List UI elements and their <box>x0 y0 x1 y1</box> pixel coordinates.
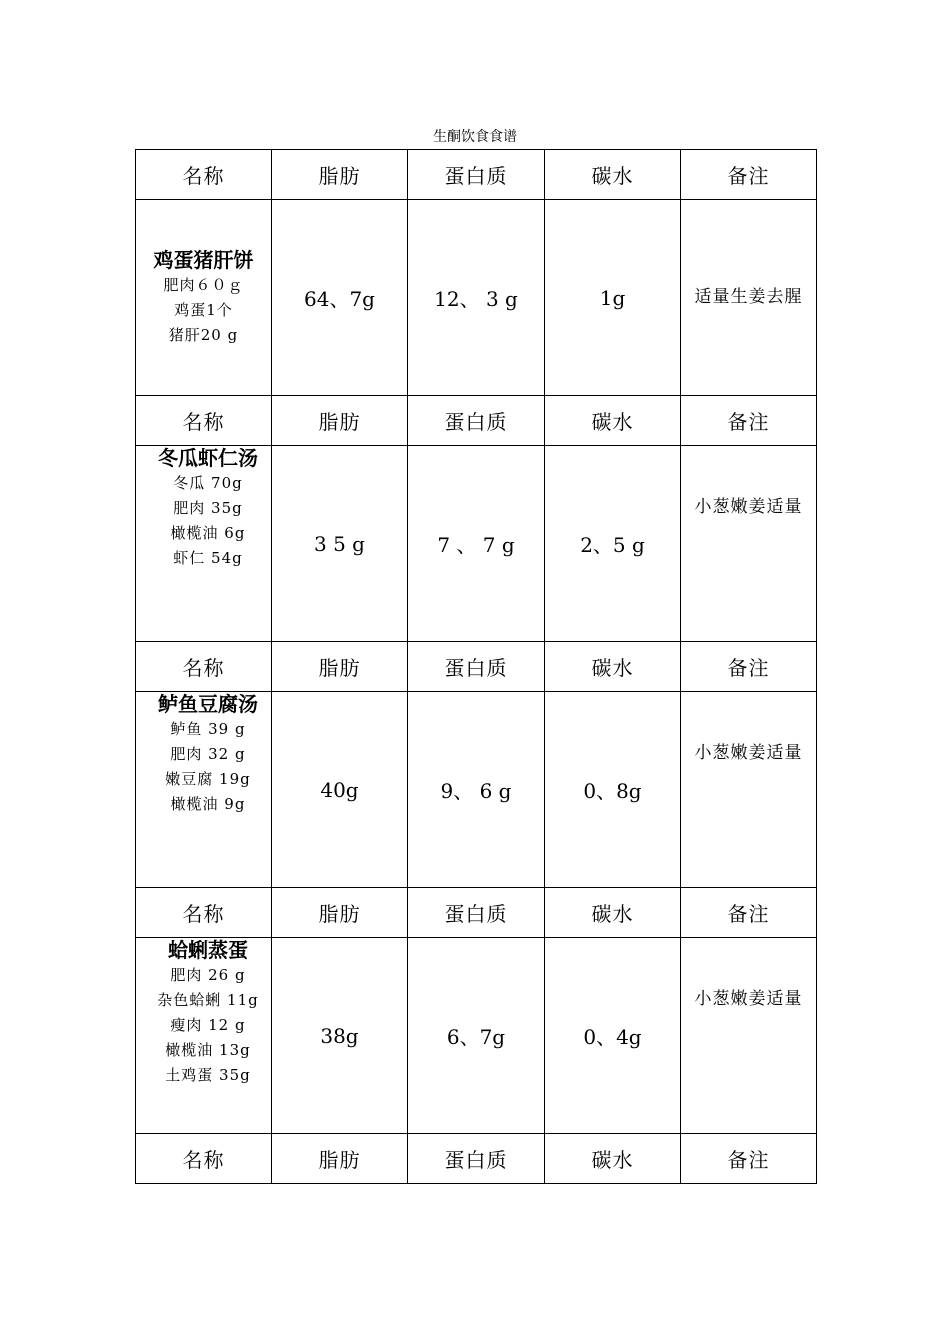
ingredient: 土鸡蛋 35g <box>165 1066 251 1084</box>
header-protein: 蛋白质 <box>408 396 545 446</box>
header-protein: 蛋白质 <box>408 1134 545 1184</box>
header-carbs: 碳水 <box>545 888 681 938</box>
ingredient: 冬瓜 70g <box>173 474 243 492</box>
ingredient: 瘦肉 12 g <box>170 1016 246 1034</box>
ingredient: 肥肉６０ｇ <box>163 275 244 294</box>
ingredient: 嫩豆腐 19g <box>165 770 251 788</box>
ingredient: 杂色蛤蜊 11g <box>157 991 259 1009</box>
ingredient: 橄榄油 6g <box>170 524 246 542</box>
fat-value: 38g <box>272 938 408 1134</box>
header-carbs: 碳水 <box>545 642 681 692</box>
header-name: 名称 <box>136 642 272 692</box>
header-note: 备注 <box>681 888 817 938</box>
header-note: 备注 <box>681 1134 817 1184</box>
dish-name: 蛤蜊蒸蛋 <box>168 938 248 962</box>
header-note: 备注 <box>681 642 817 692</box>
ingredient: 鸡蛋1个 <box>174 300 233 319</box>
dish-name: 鸡蛋猪肝饼 <box>153 247 254 272</box>
dish-name: 鲈鱼豆腐汤 <box>158 692 258 716</box>
page-title: 生酮饮食食谱 <box>433 129 517 145</box>
ingredient: 肥肉 26 g <box>170 966 246 984</box>
header-fat: 脂肪 <box>272 888 408 938</box>
ingredient: 鲈鱼 39 g <box>170 720 246 738</box>
protein-value: 6、7g <box>408 938 545 1134</box>
recipe-row <box>136 446 817 642</box>
dish-name: 冬瓜虾仁汤 <box>158 446 258 470</box>
carbs-value: 0、8g <box>545 692 681 888</box>
note-text: 小葱嫩姜适量 <box>694 989 803 1009</box>
header-name: 名称 <box>136 150 272 200</box>
note-cell <box>681 200 817 396</box>
header-protein: 蛋白质 <box>408 888 545 938</box>
fat-value: 64、7g <box>272 200 408 396</box>
note-text: 小葱嫩姜适量 <box>694 497 803 517</box>
header-row <box>136 888 817 938</box>
ingredient: 虾仁 54g <box>173 549 243 567</box>
header-fat: 脂肪 <box>272 396 408 446</box>
header-row <box>136 1134 817 1184</box>
note-cell <box>681 446 817 642</box>
header-fat: 脂肪 <box>272 1134 408 1184</box>
ingredient: 肥肉 35g <box>173 499 243 517</box>
header-protein: 蛋白质 <box>408 150 545 200</box>
fat-value: 40g <box>272 692 408 888</box>
note-cell <box>681 938 817 1134</box>
recipe-name-cell <box>136 446 272 642</box>
header-row <box>136 396 817 446</box>
fat-value: 3 5 g <box>272 446 408 642</box>
header-name: 名称 <box>136 888 272 938</box>
header-carbs: 碳水 <box>545 150 681 200</box>
recipe-name-cell <box>136 938 272 1134</box>
ingredient: 橄榄油 13g <box>165 1041 251 1059</box>
ingredient: 猪肝20 g <box>168 325 239 344</box>
protein-value: 12、 3 g <box>408 200 545 396</box>
protein-value: 7 、 7 g <box>408 446 545 642</box>
ingredient: 橄榄油 9g <box>170 795 246 813</box>
header-carbs: 碳水 <box>545 1134 681 1184</box>
carbs-value: 2、5 g <box>545 446 681 642</box>
recipe-row <box>136 692 817 888</box>
ingredient: 肥肉 32 g <box>170 745 246 763</box>
header-name: 名称 <box>136 396 272 446</box>
note-text: 适量生姜去腥 <box>694 287 803 307</box>
carbs-value: 0、4g <box>545 938 681 1134</box>
header-row <box>136 150 817 200</box>
header-note: 备注 <box>681 396 817 446</box>
header-note: 备注 <box>681 150 817 200</box>
recipe-table <box>135 149 817 1184</box>
recipe-row <box>136 200 817 396</box>
header-fat: 脂肪 <box>272 150 408 200</box>
recipe-row <box>136 938 817 1134</box>
note-cell <box>681 692 817 888</box>
header-protein: 蛋白质 <box>408 642 545 692</box>
header-row <box>136 642 817 692</box>
recipe-name-cell <box>136 692 272 888</box>
carbs-value: 1g <box>545 200 681 396</box>
header-name: 名称 <box>136 1134 272 1184</box>
note-text: 小葱嫩姜适量 <box>694 743 803 763</box>
header-carbs: 碳水 <box>545 396 681 446</box>
protein-value: 9、 6 g <box>408 692 545 888</box>
recipe-name-cell <box>136 200 272 396</box>
header-fat: 脂肪 <box>272 642 408 692</box>
